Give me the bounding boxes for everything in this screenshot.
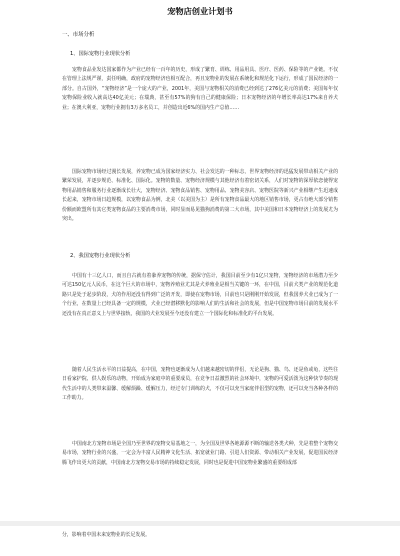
paragraph-international-1: 宠物食品业发达国家都作为产业已经有一百年的历史，形成了繁育、训练、用品用具、医疗、医药、保险等的产业链。不仅在管理上法规严谨，责任明确，政府的宠物经济也相互配合，再且宠物业的发展在系统化和规范化下运行，形成了国民经济的一部分。自古国外，“宠物经济”是一个庞大的产业，2001年，美国与宠物相关的消费已经到达了276亿美元的消费；美国每年仅宠物保险业收入就高达40亿美元；在瑞典，甚至有57%的狗有自己的健康保险；日本宠物经济的年增长率高达17%来自养犬业；在澳大利亚，宠物行业拥有3万多名员工，并创造出近6%的国内生产总值…… — [62, 67, 338, 111]
paragraph-domestic-2: 随着人民生活水平的日益提高，在中国，宠物也逐渐成为人们越来越密切的伴侣，无论是狗、猫、鸟、还是鱼或龟，这些往日看家护院、供人娱乐的动物，开始成为家庭中的重要成员，在竞争日益激烈的社会环境中，宠物的可爱活泼为这种快节奏的现代生活中的人类带来温馨、缓解烦躁、缓解压力，经过专门训练的犬，不仅可以充当家庭伴侣型的宠物，还可以充当各种各样的工作助力。 — [62, 367, 338, 402]
document-title: 宠物店创业计划书 — [167, 6, 233, 16]
paragraph-domestic-3-continued: 分，影响着中国未来宠物业的长足发展。 — [62, 532, 151, 538]
paragraph-domestic-1: 中国有十三亿人口，而且自古就有着豢养宠物的传统，据保守估计，我国目前至少有1亿只宠物，宠物经济的市场潜力至少可达150亿元人民币，在这个巨大的市场中，宠物养殖业尤其是犬养殖业是相当关键的一环，在中国，目前犬类产业的规范化道路只是处于起步阶段，犬的作用还没有得到广泛的开发，即使在宠物市场，目前也只是刚刚开始发展，但我国养犬业已成为了一个行业，在数量上已经具备一定的规模，犬业已经潜移默化的影响人们的生活和社会的发展，但是中国宠物市场目前的发展水平还没有在真正意义上与世界接轨，我国的犬业发展至今还没有建立一个国际化和标准化的平台发展。 — [62, 273, 338, 317]
section-heading-market-analysis: 一、市场分析 — [62, 32, 95, 38]
subsection-heading-international: 1、国际宠物行业现状分析 — [70, 51, 131, 57]
next-page — [0, 526, 400, 556]
paragraph-domestic-3: 中国南北方宠物市场是全国乃至世界的宠物交易基地之一，为全国及世界各地源源不断的输送各类犬种，先是着整个宠物交易市场，宠物行业的兴盛，一定会为丰富人民精神文化生活、拓宽就业门路、引进人们资源、带动相关产业发展，促进国民经济腾飞作出更大的贡献，中国南北方宠物交易市场的持续稳定发展，同时也是促进中国宠物业繁盛的重要组成部 — [62, 441, 338, 466]
paragraph-international-2: 国际宠物市场经过漫长发展，养宠物已成为国家经济实力、社会发达的一种标志，世界宠物经济的迅猛发展带动相关产业的繁荣发展，并逐步规范、标准化、国际化。宠物的数量、宠物经济规模与其他经济有着密切关系，人们对宠物的深厚依恋使得宠物用品销售和服务行业逐渐成长壮大，宠物经济、宠物食品销售、宠物用品、宠物美容店、宠物医院等新兴产业相继产生迅速成长起来，宠物市场日趋规模，以宠物食品为例，北美（以美国为主）是所有宠物食品最大的地区销售市场，更占有绝大部分销售份额而欧盟所有其它类宠物食品的主要消费市场，同时显而易见猫狗消费的第二大市场，其中美国和日本宠物经济上的发展尤为突出。 — [62, 169, 338, 223]
subsection-heading-domestic: 2、我国宠物行业现状分析 — [70, 253, 131, 259]
